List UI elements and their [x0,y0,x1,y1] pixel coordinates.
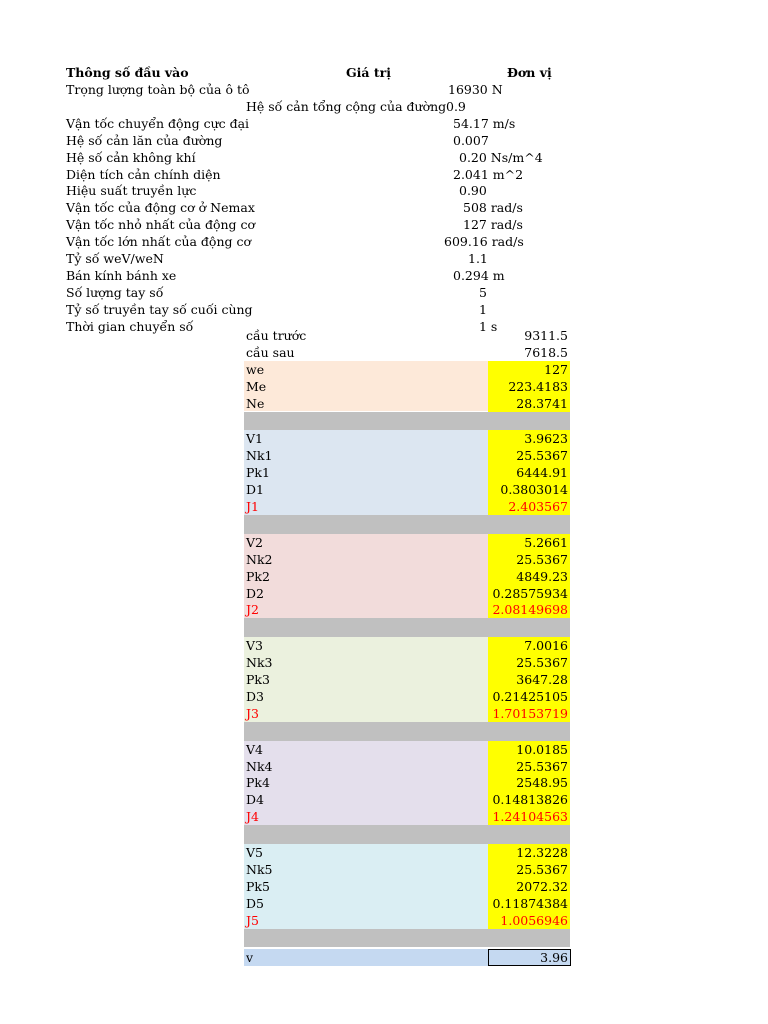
gear-5-row [244,861,570,878]
gear-4-row [244,808,570,825]
result-value: 6444.91 [516,465,568,481]
input-value: 1 [479,301,487,317]
result-label: Nk2 [246,551,273,567]
gear-5-row [244,878,570,895]
result-value: 25.5367 [516,655,568,671]
result-label: D1 [246,482,264,498]
gear-3-row [244,705,570,722]
result-value: 0.21425105 [492,688,568,704]
result-value: 10.0185 [516,741,568,757]
result-value: 25.5367 [516,758,568,774]
input-value: 508 rad/s [463,200,523,216]
input-value: 0.007 [453,132,489,148]
gear-5-row [244,844,570,861]
input-value: 1.1 [468,251,488,266]
separator-row [244,618,570,637]
result-value: 2548.95 [516,775,568,791]
result-label: V1 [246,431,263,447]
separator-row [244,825,570,844]
result-label: cầu trước [246,328,307,343]
result-label: Ne [246,395,265,411]
input-value: 16930 N [448,82,503,97]
result-value: 28.3741 [516,395,568,411]
result-value: 12.3228 [516,845,568,860]
result-label: Pk5 [246,878,270,894]
gear-1-row [244,430,570,447]
result-label: D5 [246,895,264,911]
result-value: 9311.5 [524,328,568,343]
result-label: J2 [246,602,259,618]
gear-4-row [244,774,570,791]
gear-4-row [244,791,570,808]
result-label: J3 [246,705,259,721]
input-value: 609.16 rad/s [444,234,524,250]
axle-row [244,344,570,361]
result-value: 0.3803014 [500,482,568,498]
input-label: Vận tốc nhỏ nhất của động cơ [66,217,256,233]
result-label: v [246,950,254,966]
result-value: 4849.23 [516,568,568,584]
separator-row [244,515,570,534]
gear-3-row [244,671,570,688]
result-value: 1.24104563 [492,809,568,825]
input-value: 127 rad/s [463,217,523,233]
input-label: Vận tốc chuyển động cực đại [66,115,250,131]
input-label: Thời gian chuyển số [66,318,194,334]
engine-row [244,361,570,378]
result-value: 2.403567 [508,499,568,514]
result-label: Pk2 [246,568,270,584]
separator-row [244,929,570,948]
gear-1-row [244,481,570,498]
result-value: 0.11874384 [492,895,568,911]
input-label: Hệ số cản tổng cộng của đường [246,98,447,114]
gear-3-row [244,688,570,705]
result-value: 1.0056946 [500,912,568,928]
input-label: Số lượng tay số [66,284,164,300]
axle-row [244,327,570,344]
gear-1-row [244,464,570,481]
result-value: 127 [544,361,568,377]
separator-row [244,412,570,431]
input-value: 0.20 Ns/m^4 [459,149,543,165]
result-value: 0.14813826 [492,792,568,808]
input-value: 1 s [479,318,498,334]
gear-5-row [244,912,570,929]
result-value: 2.08149698 [492,602,568,618]
input-label: Trọng lượng toàn bộ của ô tô [66,82,250,97]
header-value: Giá trị [346,65,391,80]
gear-1-row [244,447,570,464]
result-label: Nk5 [246,861,273,877]
engine-row [244,395,570,412]
gear-5-row [244,895,570,912]
result-label: Pk1 [246,465,270,481]
input-value: 0.294 m [453,267,505,283]
result-label: D3 [246,688,264,704]
input-label: Bán kính bánh xe [66,267,177,283]
input-label: Vận tốc lớn nhất của động cơ [66,234,252,250]
result-label: Nk1 [246,448,273,464]
result-value: 7.0016 [524,638,568,654]
input-value: 0.9 [446,98,466,114]
result-label: Pk4 [246,775,270,791]
gear-2-row [244,601,570,618]
gear-3-row [244,637,570,654]
gear-2-row [244,551,570,568]
final-row [244,949,570,966]
gear-2-row [244,534,570,551]
input-label: Vận tốc của động cơ ở Nemax [66,200,255,216]
header-param: Thông số đầu vào [66,65,189,80]
result-label: cầu sau [246,344,295,360]
gear-2-row [244,568,570,585]
input-label: Tỷ số truyền tay số cuối cùng [66,301,253,317]
result-label: we [246,361,265,377]
result-label: Nk3 [246,655,273,671]
input-label: Hiệu suất truyền lực [66,183,197,199]
input-label: Hệ số cản không khí [66,149,196,165]
result-label: V5 [246,845,263,860]
result-label: J5 [246,912,259,928]
input-label: Tỷ số weV/weN [66,251,164,266]
input-label: Diện tích cản chính diện [66,166,221,182]
result-value: 3.96 [540,950,568,966]
separator-row [244,722,570,741]
result-label: D2 [246,585,264,601]
gear-4-row [244,741,570,758]
input-label: Hệ số cản lăn của đường [66,132,223,148]
gear-2-row [244,585,570,602]
result-label: Nk4 [246,758,273,774]
result-label: Me [246,378,267,394]
result-value: 223.4183 [508,378,568,394]
gear-3-row [244,654,570,671]
result-value: 2072.32 [516,878,568,894]
result-label: Pk3 [246,672,270,687]
result-label: V4 [246,741,263,757]
result-value: 3.9623 [524,431,568,447]
input-value: 54.17 m/s [453,115,516,131]
result-label: J1 [246,499,259,514]
gear-1-row [244,498,570,515]
result-label: D4 [246,792,264,808]
result-value: 1.70153719 [492,705,568,721]
engine-row [244,378,570,395]
result-value: 25.5367 [516,551,568,567]
result-value: 25.5367 [516,861,568,877]
result-label: V3 [246,638,263,654]
result-value: 0.28575934 [492,585,568,601]
result-value: 5.2661 [524,534,568,550]
gear-4-row [244,758,570,775]
header-unit: Đơn vị [507,65,552,80]
input-value: 5 [479,284,487,300]
result-label: V2 [246,534,263,550]
result-value: 25.5367 [516,448,568,464]
result-label: J4 [246,809,259,825]
result-value: 3647.28 [516,672,568,687]
input-value: 0.90 [459,183,487,199]
result-value: 7618.5 [524,344,568,360]
input-value: 2.041 m^2 [453,166,524,182]
